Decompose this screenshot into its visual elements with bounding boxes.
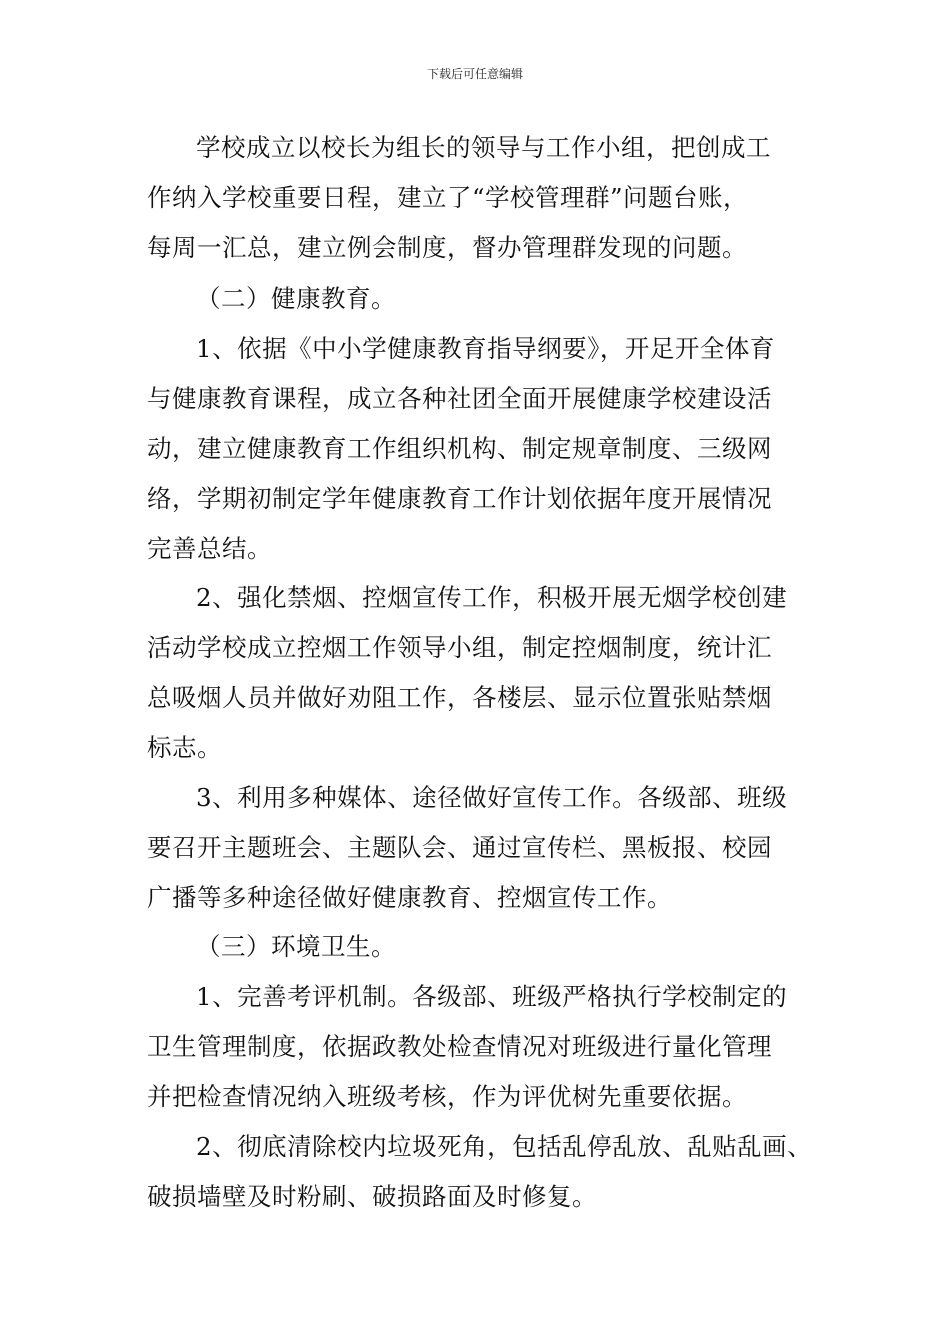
text-line: 总吸烟人员并做好劝阻工作，各楼层、显示位置张贴禁烟 <box>147 683 772 712</box>
text-line: 要召开主题班会、主题队会、通过宣传栏、黑板报、校园 <box>147 833 772 862</box>
text-line: 每周一汇总，建立例会制度，督办管理群发现的问题。 <box>147 233 747 262</box>
text-line: 1、依据《中小学健康教育指导纲要》，开足开全体育 <box>196 334 775 363</box>
section-heading: （二）健康教育。 <box>196 284 396 313</box>
page-header: 下载后可任意编辑 <box>426 67 523 81</box>
text-line: 与健康教育课程，成立各种社团全面开展健康学校建设活 <box>147 384 772 413</box>
text-line: 学校成立以校长为组长的领导与工作小组，把创成工 <box>196 133 771 162</box>
text-line: 破损墙壁及时粉刷、破损路面及时修复。 <box>147 1182 597 1211</box>
text-line: 作纳入学校重要日程，建立了“学校管理群”问题台账， <box>147 183 749 212</box>
text-line: 并把检查情况纳入班级考核，作为评优树先重要依据。 <box>147 1082 747 1111</box>
text-line: 络，学期初制定学年健康教育工作计划依据年度开展情况 <box>147 484 772 513</box>
text-line: 3、利用多种媒体、途径做好宣传工作。各级部、班级 <box>196 783 788 812</box>
text-line: 1、完善考评机制。各级部、班级严格执行学校制定的 <box>196 982 788 1011</box>
text-line: 完善总结。 <box>147 534 272 563</box>
text-line: 广播等多种途径做好健康教育、控烟宣传工作。 <box>147 883 672 912</box>
text-line: 动，建立健康教育工作组织机构、制定规章制度、三级网 <box>147 434 772 463</box>
text-line: 卫生管理制度，依据政教处检查情况对班级进行量化管理 <box>147 1032 772 1061</box>
text-line: 2、彻底清除校内垃圾死角，包括乱停乱放、乱贴乱画、 <box>196 1132 813 1161</box>
text-line: 2、强化禁烟、控烟宣传工作，积极开展无烟学校创建 <box>196 583 788 612</box>
section-heading: （三）环境卫生。 <box>196 932 396 961</box>
text-line: 标志。 <box>147 733 222 762</box>
text-line: 活动学校成立控烟工作领导小组，制定控烟制度，统计汇 <box>147 633 772 662</box>
